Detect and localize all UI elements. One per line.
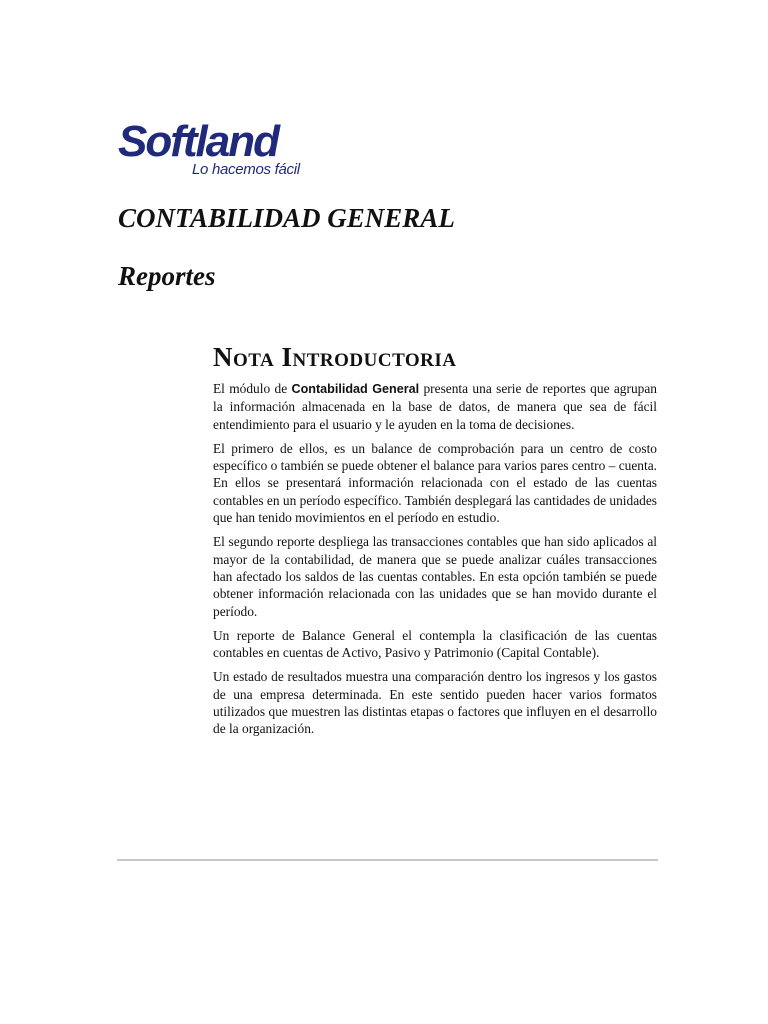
section-heading: Nota Introductoria <box>213 342 457 372</box>
document-subtitle: Reportes <box>118 261 216 291</box>
paragraph-1-strong: Contabilidad General <box>291 382 420 396</box>
logo-brand-text: Softland <box>118 117 278 166</box>
paragraph-4: Un reporte de Balance General el contempla la clasificación de las cuentas contables en cuentas de Activo, Pasivo y Patrimonio (Capital Contable). <box>213 627 657 661</box>
document-title: CONTABILIDAD GENERAL <box>118 203 455 233</box>
intro-section <box>213 340 657 745</box>
paragraph-1-before: El módulo de <box>213 381 292 396</box>
paragraph-1 <box>213 380 657 433</box>
footer-divider <box>117 859 658 861</box>
softland-logo <box>118 118 328 184</box>
logo-tagline: Lo hacemos fácil <box>192 161 300 178</box>
paragraph-3: El segundo reporte despliega las transacciones contables que han sido aplicados al mayor de la contabilidad, de manera que se puede analizar cuáles transacciones han afectado los saldos de las cuentas contables. En esta opción también se puede obtener información relacionada con las unidades que se han movido durante el período. <box>213 534 657 619</box>
paragraph-1-after: presenta una serie de reportes que agrupan la información almacenada en la base de datos, de manera que sea de fácil entendimiento para el usuario y le ayuden en la toma de decisiones. <box>213 381 657 432</box>
paragraph-5: Un estado de resultados muestra una comparación dentro los ingresos y los gastos de una empresa determinada. En este sentido pueden hacer varios formatos utilizados que muestren las distintas etapas o factores que influyen en el desarrollo de la organización. <box>213 669 657 737</box>
paragraph-2: El primero de ellos, es un balance de comprobación para un centro de costo específico o también se puede obtener el balance para varios pares centro – cuenta. En ellos se presentará información relacionada con el estado de las cuentas contables en un período específico. También desplegará las cantidades de unidades que han tenido movimientos en el período en estudio. <box>213 440 657 526</box>
